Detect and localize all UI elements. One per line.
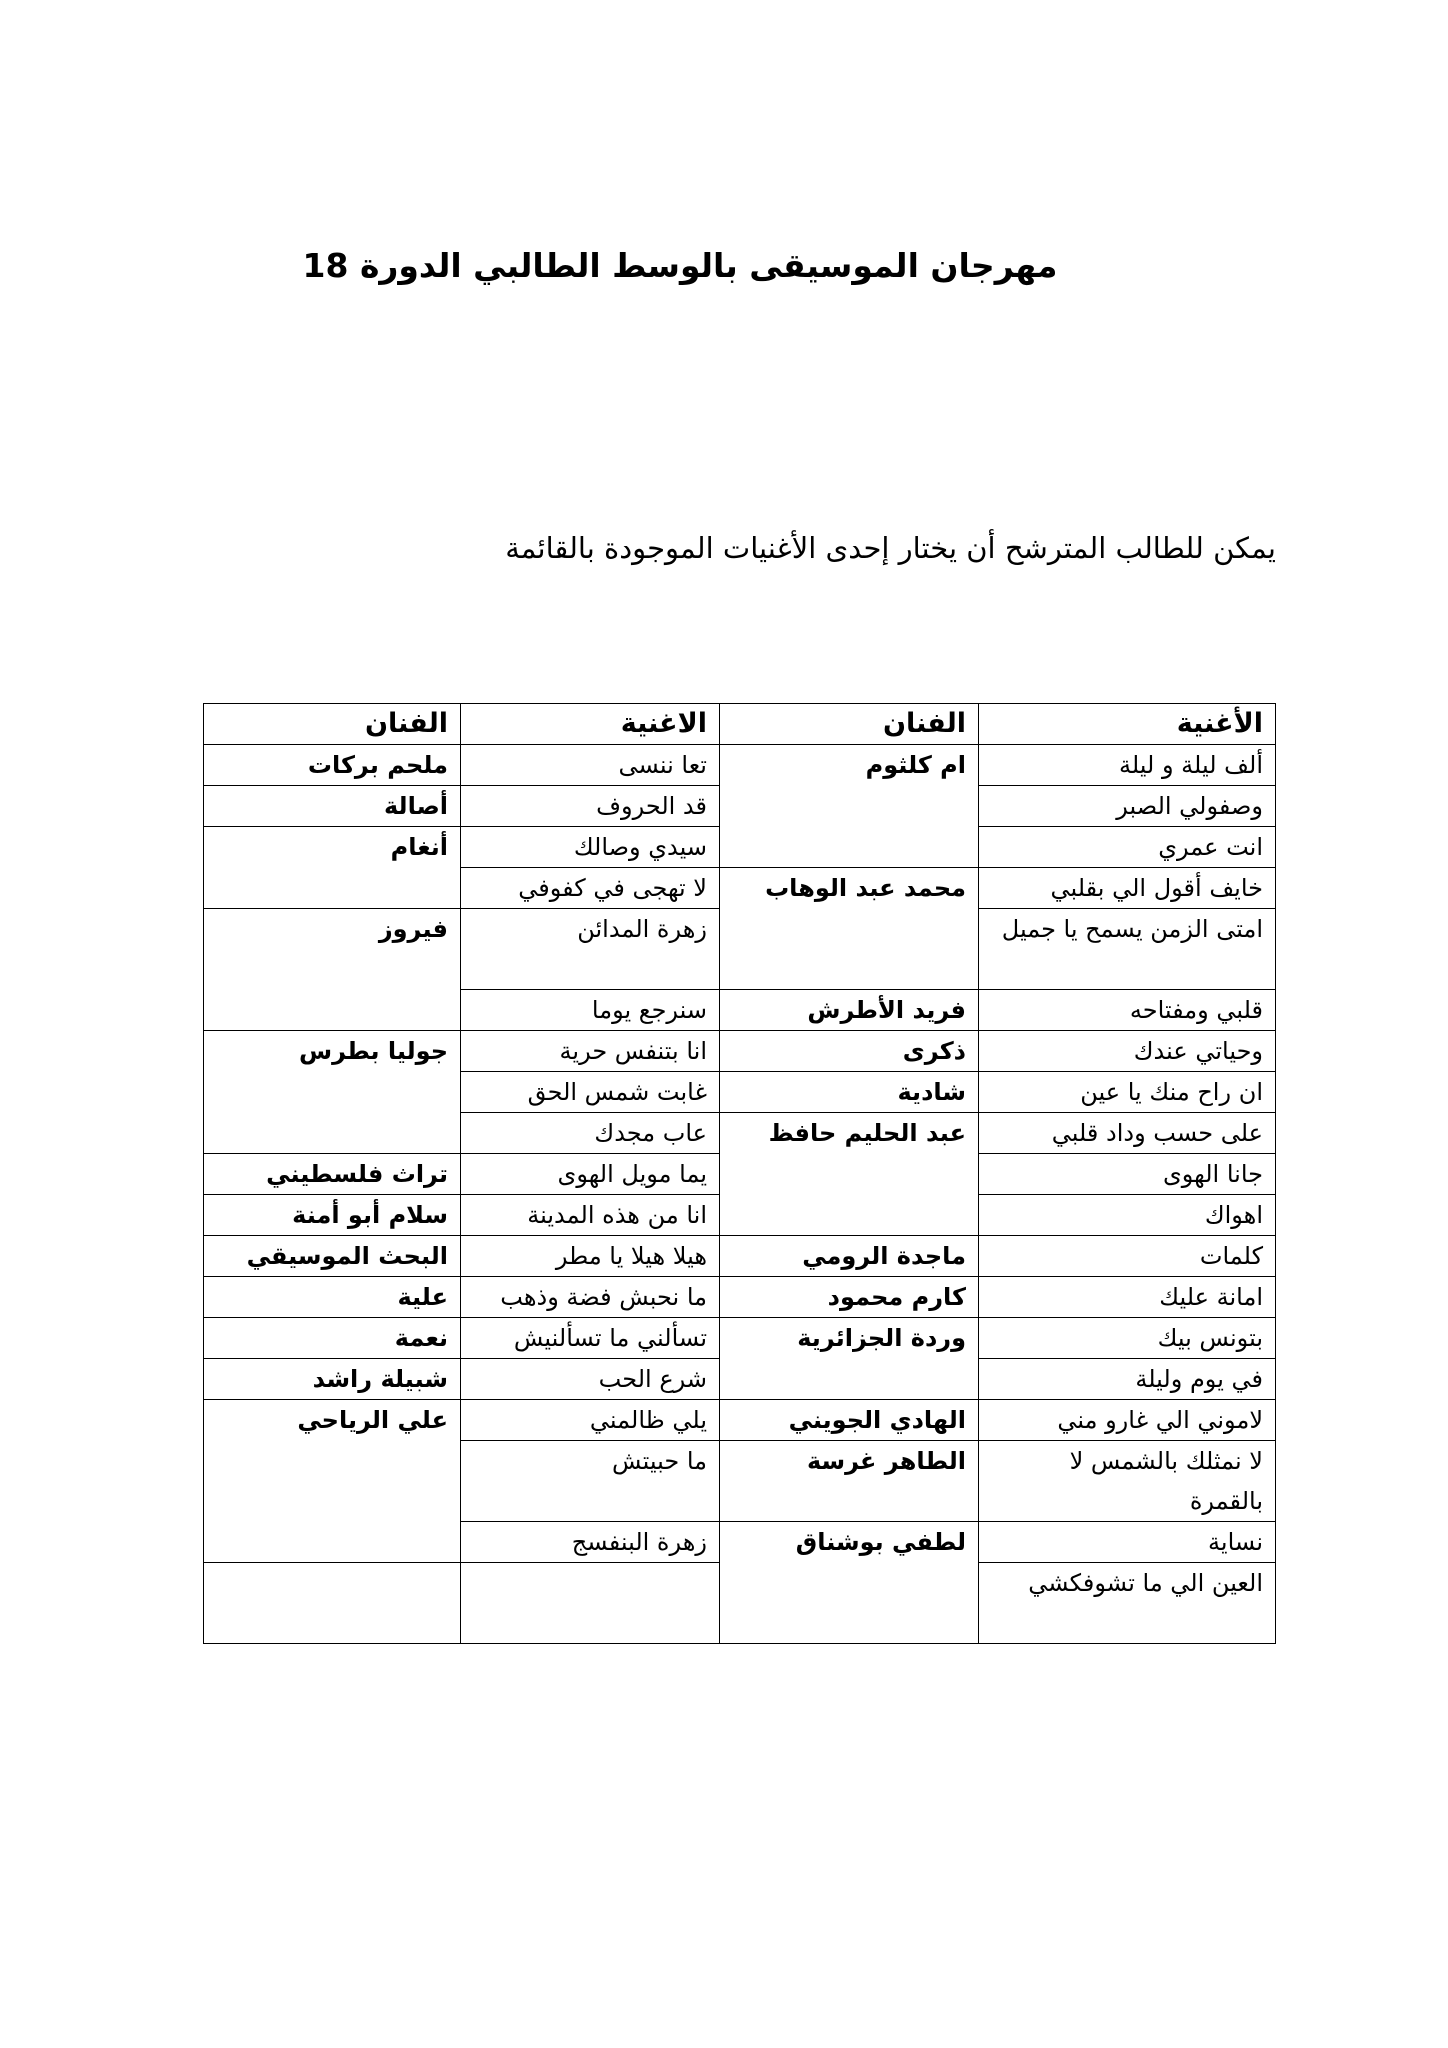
song-cell: وصفولي الصبر <box>979 786 1276 827</box>
song-cell: ما نحبش فضة وذهب <box>461 1277 720 1318</box>
artist-cell: محمد عبد الوهاب <box>720 868 979 990</box>
table-row <box>204 1400 1276 1441</box>
song-cell: زهرة المدائن <box>461 909 720 990</box>
artist-cell: الهادي الجويني <box>720 1400 979 1441</box>
artist-cell: أنغام <box>204 827 461 909</box>
artist-cell: فريد الأطرش <box>720 990 979 1031</box>
song-cell: كلمات <box>979 1236 1276 1277</box>
page-title: مهرجان الموسيقى بالوسط الطالبي الدورة 18 <box>302 246 1058 285</box>
song-cell: انا بتنفس حرية <box>461 1031 720 1072</box>
artist-cell: تراث فلسطيني <box>204 1154 461 1195</box>
artist-cell: أصالة <box>204 786 461 827</box>
header-song-left: الاغنية <box>461 704 720 745</box>
song-cell: امتى الزمن يسمح يا جميل <box>979 909 1276 990</box>
song-cell: تسألني ما تسألنيش <box>461 1318 720 1359</box>
song-cell: اهواك <box>979 1195 1276 1236</box>
table-row <box>204 1277 1276 1318</box>
song-cell: ما حبيتش <box>461 1441 720 1522</box>
artist-cell: شادية <box>720 1072 979 1113</box>
artist-cell: جوليا بطرس <box>204 1031 461 1154</box>
artist-cell: وردة الجزائرية <box>720 1318 979 1400</box>
song-cell: عاب مجدك <box>461 1113 720 1154</box>
artist-cell: علية <box>204 1277 461 1318</box>
song-cell: العين الي ما تشوفكشي <box>979 1563 1276 1644</box>
song-cell: زهرة البنفسج <box>461 1522 720 1563</box>
song-cell: شرع الحب <box>461 1359 720 1400</box>
song-cell: سيدي وصالك <box>461 827 720 868</box>
artist-cell <box>204 1563 461 1644</box>
song-cell: تعا ننسى <box>461 745 720 786</box>
artist-cell: ماجدة الرومي <box>720 1236 979 1277</box>
song-cell: نساية <box>979 1522 1276 1563</box>
artist-cell: شبيلة راشد <box>204 1359 461 1400</box>
song-cell: بتونس بيك <box>979 1318 1276 1359</box>
artist-cell: نعمة <box>204 1318 461 1359</box>
artist-cell: ام كلثوم <box>720 745 979 868</box>
artist-cell: فيروز <box>204 909 461 1031</box>
song-cell: في يوم وليلة <box>979 1359 1276 1400</box>
song-cell: سنرجع يوما <box>461 990 720 1031</box>
song-cell: ألف ليلة و ليلة <box>979 745 1276 786</box>
song-cell: انت عمري <box>979 827 1276 868</box>
song-cell: وحياتي عندك <box>979 1031 1276 1072</box>
song-cell: يما مويل الهوى <box>461 1154 720 1195</box>
song-cell: خايف أقول الي بقلبي <box>979 868 1276 909</box>
song-cell: على حسب وداد قلبي <box>979 1113 1276 1154</box>
artist-cell: الطاهر غرسة <box>720 1441 979 1522</box>
artist-cell: كارم محمود <box>720 1277 979 1318</box>
table-row <box>204 1318 1276 1359</box>
header-artist-right: الفنان <box>720 704 979 745</box>
table-row <box>204 1031 1276 1072</box>
song-cell: جانا الهوى <box>979 1154 1276 1195</box>
song-cell: لا تهجى في كفوفي <box>461 868 720 909</box>
header-artist-left: الفنان <box>204 704 461 745</box>
song-cell: قد الحروف <box>461 786 720 827</box>
song-cell: هيلا هيلا يا مطر <box>461 1236 720 1277</box>
artist-cell: ذكرى <box>720 1031 979 1072</box>
song-cell: غابت شمس الحق <box>461 1072 720 1113</box>
song-cell: امانة عليك <box>979 1277 1276 1318</box>
header-song-right: الأغنية <box>979 704 1276 745</box>
table-row <box>204 1236 1276 1277</box>
intro-paragraph: يمكن للطالب المترشح أن يختار إحدى الأغنيات الموجودة بالقائمة <box>505 531 1276 565</box>
song-cell: قلبي ومفتاحه <box>979 990 1276 1031</box>
song-cell <box>461 1563 720 1644</box>
artist-cell: سلام أبو أمنة <box>204 1195 461 1236</box>
table-header-row <box>204 704 1276 745</box>
songs-table <box>203 703 1276 1644</box>
artist-cell: ملحم بركات <box>204 745 461 786</box>
song-cell: لاموني الي غارو مني <box>979 1400 1276 1441</box>
artist-cell: البحث الموسيقي <box>204 1236 461 1277</box>
artist-cell: علي الرياحي <box>204 1400 461 1563</box>
song-cell: يلي ظالمني <box>461 1400 720 1441</box>
song-cell: ان راح منك يا عين <box>979 1072 1276 1113</box>
table-row <box>204 745 1276 786</box>
artist-cell: عبد الحليم حافظ <box>720 1113 979 1236</box>
song-cell: لا نمثلك بالشمس لا بالقمرة <box>979 1441 1276 1522</box>
artist-cell: لطفي بوشناق <box>720 1522 979 1644</box>
song-cell: انا من هذه المدينة <box>461 1195 720 1236</box>
